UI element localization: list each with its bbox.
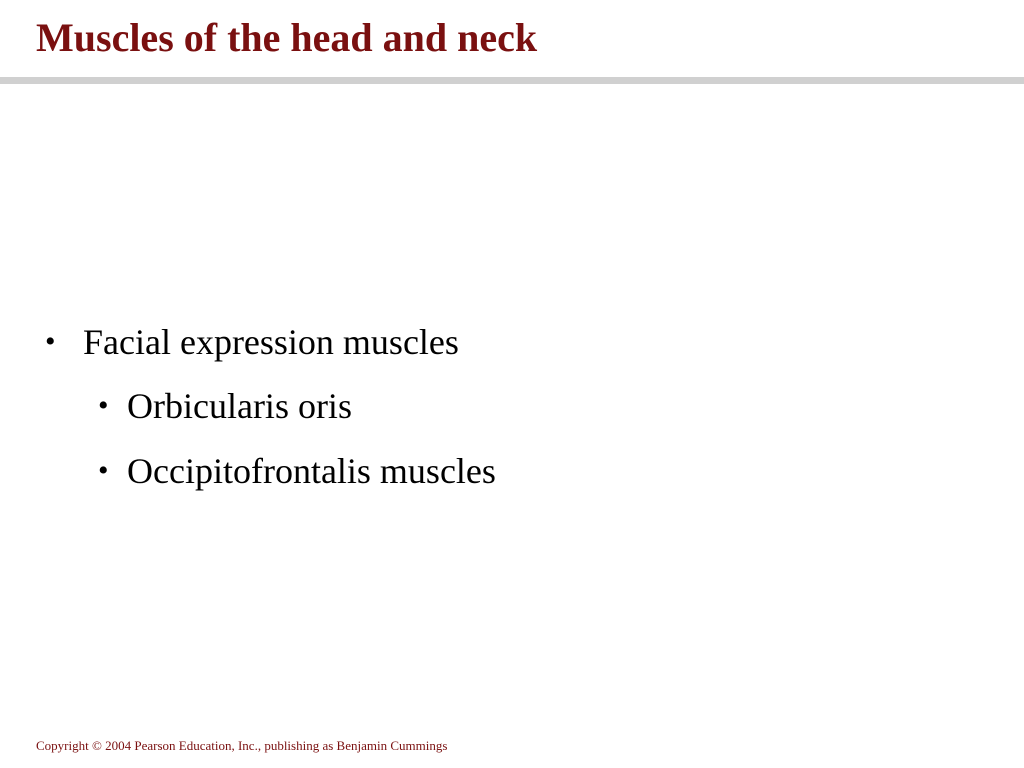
title-divider (0, 77, 1024, 84)
bullet-text: Facial expression muscles (83, 322, 459, 362)
bullet-list (0, 318, 496, 512)
bullet-text: Orbicularis oris (127, 386, 352, 426)
slide-title: Muscles of the head and neck (36, 15, 538, 60)
bullet-text: Occipitofrontalis muscles (127, 451, 496, 491)
bullet-icon: • (45, 325, 56, 358)
bullet-icon: • (98, 454, 109, 487)
sub-bullet-item (0, 382, 496, 430)
bullet-item (0, 318, 496, 366)
copyright-footer: Copyright © 2004 Pearson Education, Inc., publishing as Benjamin Cummings (36, 738, 448, 753)
sub-bullet-item (0, 447, 496, 495)
bullet-icon: • (98, 389, 109, 422)
